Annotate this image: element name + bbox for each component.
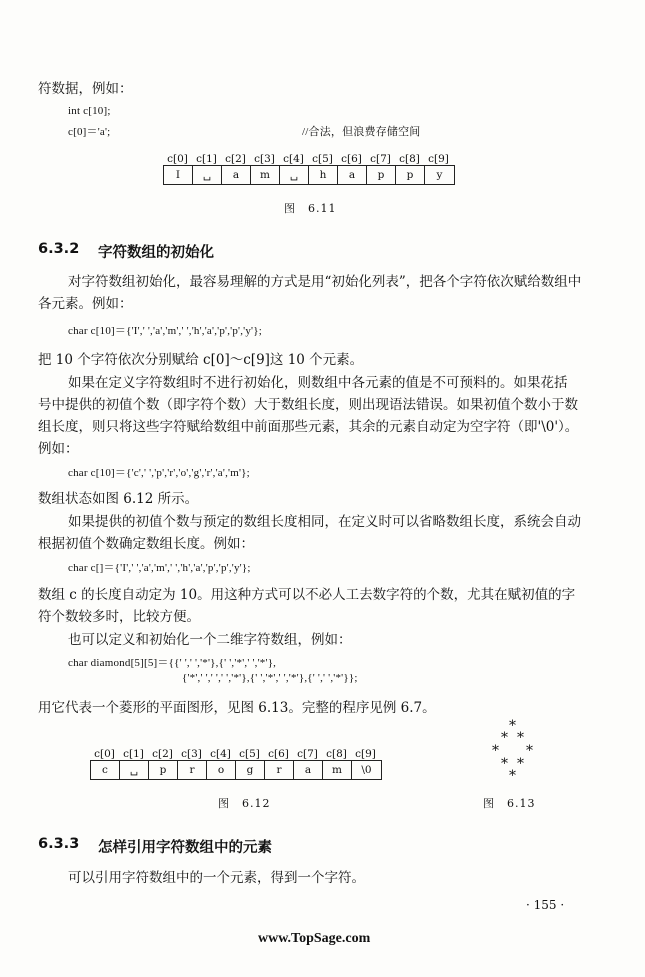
array-index-label: c[0]: [167, 153, 188, 165]
paragraph-line: 对字符数组初始化，最容易理解的方式是用“初始化列表”，把各个字符依次赋给数组中: [68, 274, 582, 290]
array-cell: ␣: [120, 761, 149, 779]
array-cell: a: [338, 166, 367, 184]
diamond-star: *: [501, 730, 508, 746]
array-index-label: c[0]: [94, 748, 115, 760]
paragraph-line: 如果在定义字符数组时不进行初始化，则数组中各元素的值是不可预料的。如果花括: [68, 375, 568, 391]
array-cell: m: [251, 166, 280, 184]
paragraph-line: 根据初值个数确定数组长度。例如：: [38, 536, 254, 552]
array-cells: [90, 760, 382, 780]
paragraph-line: 可以引用字符数组中的一个元素，得到一个字符。: [68, 870, 365, 886]
array-index-label: c[6]: [268, 748, 289, 760]
array-cell: \0: [361, 764, 372, 776]
array-cell: c: [91, 761, 120, 779]
diamond-star: *: [509, 768, 516, 784]
array-index-label: c[8]: [326, 748, 347, 760]
code-line: c[0]＝'a';: [68, 126, 111, 138]
diamond-star: *: [509, 718, 516, 734]
array-index-label: c[4]: [210, 748, 231, 760]
array-cell: m: [323, 761, 352, 779]
footer-url: www.TopSage.com: [258, 931, 371, 946]
array-cell: y: [436, 169, 443, 181]
figure-caption: 图 6.13: [483, 797, 536, 810]
paragraph-line: 例如：: [38, 441, 79, 457]
array-cell: h: [309, 166, 338, 184]
figure-caption: 图 6.11: [284, 202, 337, 215]
array-index-label: c[7]: [370, 153, 391, 165]
paragraph-line: 如果提供的初值个数与预定的数组长度相同，在定义时可以省略数组长度，系统会自动: [68, 514, 581, 530]
array-cell: o: [207, 761, 236, 779]
paragraph-line: 也可以定义和初始化一个二维字符数组，例如：: [68, 632, 352, 648]
array-index-label: c[1]: [196, 153, 217, 165]
array-index-labels: [163, 153, 455, 165]
array-cell: ␣: [193, 166, 222, 184]
figure-caption: 图 6.12: [218, 797, 271, 810]
array-cell: g: [236, 761, 265, 779]
code-line: char c[10]＝{'I',' ','a','m',' ','h','a','p','p','y'};: [68, 325, 262, 337]
code-line: {'*',' ',' ',' ','*'},{' ','*',' ','*'},{' ',' ','*'}};: [182, 672, 358, 684]
code-line: int c[10];: [68, 105, 111, 117]
array-cell: p: [149, 761, 178, 779]
paragraph-line: 号中提供的初值个数（即字符个数）大于数组长度，则出现语法错误。如果初值个数小于数: [38, 397, 578, 413]
array-cell: r: [178, 761, 207, 779]
array-index-label: c[2]: [225, 153, 246, 165]
array-cell: ␣: [280, 166, 309, 184]
array-index-label: c[7]: [297, 748, 318, 760]
array-index-label: c[3]: [181, 748, 202, 760]
array-index-label: c[9]: [428, 153, 449, 165]
code-line: char c[]＝{'I',' ','a','m',' ','h','a','p','p','y'};: [68, 562, 251, 574]
array-index-label: c[6]: [341, 153, 362, 165]
diamond-star: *: [517, 756, 524, 772]
array-index-label: c[4]: [283, 153, 304, 165]
paragraph-line: 把 10 个字符依次分别赋给 c[0]～c[9]这 10 个元素。: [38, 352, 364, 368]
code-comment: //合法，但浪费存储空间: [302, 126, 421, 138]
section-number: 6.3.2: [38, 241, 80, 257]
diamond-star: *: [492, 743, 499, 759]
paragraph-line: 用它代表一个菱形的平面图形，见图 6.13。完整的程序见例 6.7。: [38, 700, 436, 716]
figure-6-13-diamond: [488, 718, 548, 784]
array-index-label: c[5]: [312, 153, 333, 165]
section-number: 6.3.3: [38, 836, 80, 852]
diamond-star: *: [501, 756, 508, 772]
intro-text: 符数据，例如：: [38, 81, 133, 97]
array-cell: p: [396, 166, 425, 184]
array-cell: a: [222, 166, 251, 184]
code-line: char c[10]＝{'c',' ','p','r','o','g','r','a','m'};: [68, 467, 250, 479]
section-title: 怎样引用字符数组中的元素: [98, 840, 272, 856]
paragraph-line: 组长度，则只将这些字符赋给数组中前面那些元素，其余的元素自动定为空字符（即'\0'）。: [38, 419, 579, 435]
array-cell: p: [367, 166, 396, 184]
array-index-labels: [90, 748, 382, 760]
array-cells: [163, 165, 455, 185]
code-line: char diamond[5][5]＝{{' ',' ','*'},{' ','*',' ','*'},: [68, 657, 277, 669]
array-cell: a: [294, 761, 323, 779]
figure-6-11: [163, 153, 455, 185]
paragraph-line: 各元素。例如：: [38, 296, 133, 312]
diamond-star: *: [517, 730, 524, 746]
paragraph-line: 数组 c 的长度自动定为 10。用这种方式可以不必人工去数字符的个数，尤其在赋初值的字: [38, 587, 576, 603]
array-index-label: c[2]: [152, 748, 173, 760]
array-index-label: c[9]: [355, 748, 376, 760]
diamond-star: *: [526, 743, 533, 759]
array-index-label: c[8]: [399, 153, 420, 165]
section-title: 字符数组的初始化: [98, 245, 214, 261]
array-index-label: c[1]: [123, 748, 144, 760]
array-cell: I: [164, 166, 193, 184]
array-index-label: c[3]: [254, 153, 275, 165]
array-cell: r: [265, 761, 294, 779]
figure-6-12: [90, 748, 382, 780]
array-index-label: c[5]: [239, 748, 260, 760]
paragraph-line: 数组状态如图 6.12 所示。: [38, 491, 199, 507]
paragraph-line: 符个数较多时，比较方便。: [38, 609, 200, 625]
page-number: · 155 ·: [526, 898, 565, 912]
